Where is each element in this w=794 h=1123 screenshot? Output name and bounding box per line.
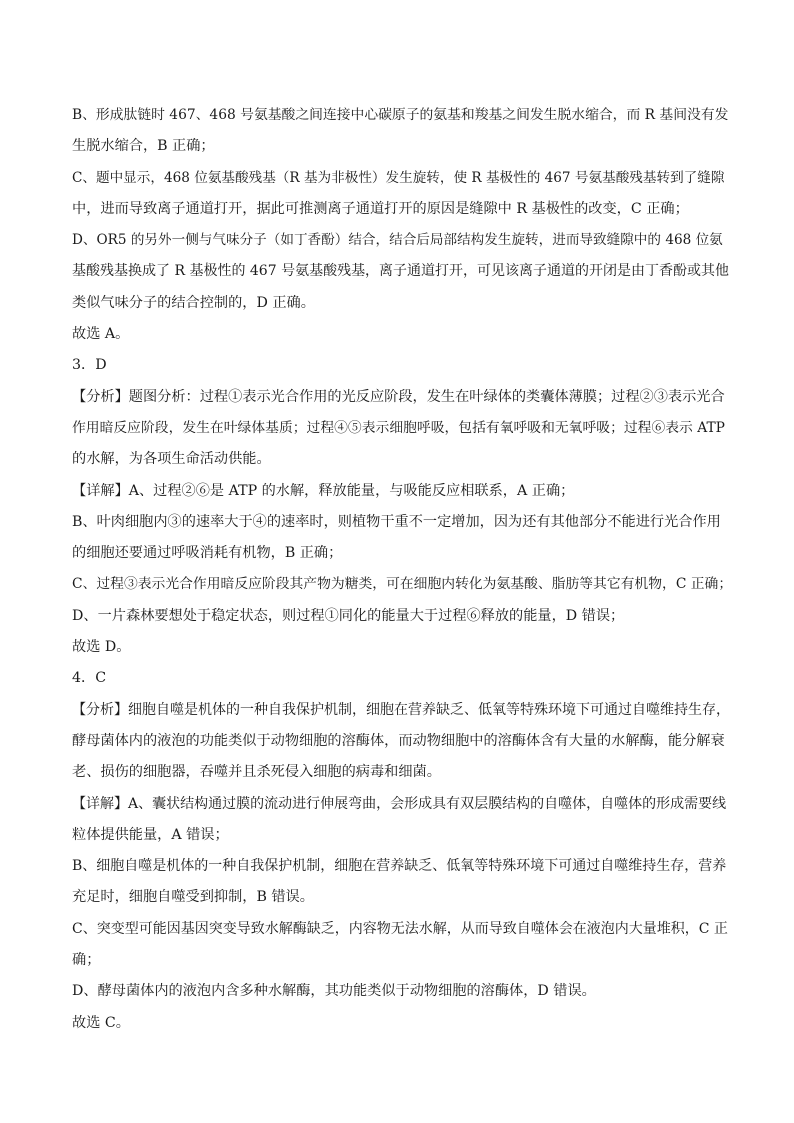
text-line: 中，进而导致离子通道打开，据此可推测离子通道打开的原因是缝隙中 R 基极性的改变，C 正确； bbox=[72, 200, 689, 217]
text-line: 粒体提供能量，A 错误； bbox=[72, 826, 229, 843]
text-line: B、叶肉细胞内③的速率大于④的速率时，则植物干重不一定增加，因为还有其他部分不能进行光合作用 bbox=[72, 513, 721, 530]
text-line: 【详解】A、过程②⑥是 ATP 的水解，释放能量，与吸能反应相联系，A 正确； bbox=[72, 482, 575, 499]
text-line: 【详解】A、囊状结构通过膜的流动进行伸展弯曲，会形成具有双层膜结构的自噬体，自噬体的形成需要线 bbox=[72, 795, 727, 812]
text-line: D、酵母菌体内的液泡内含多种水解酶，其功能类似于动物细胞的溶酶体，D 错误。 bbox=[72, 983, 596, 1000]
question-number: 4．C bbox=[72, 670, 107, 687]
question-number: 3．D bbox=[72, 357, 107, 374]
text-line: 生脱水缩合，B 正确； bbox=[72, 138, 215, 155]
text-line: D、一片森林要想处于稳定状态，则过程①同化的能量大于过程⑥释放的能量，D 错误； bbox=[72, 607, 625, 624]
text-line: 充足时，细胞自噬受到抑制，B 错误。 bbox=[72, 889, 314, 906]
text-line: 老、损伤的细胞器，吞噬并且杀死侵入细胞的病毒和细菌。 bbox=[72, 764, 441, 781]
text-line: 【分析】题图分析：过程①表示光合作用的光反应阶段，发生在叶绿体的类囊体薄膜；过程②③表示光合 bbox=[72, 388, 725, 405]
text-line: B、细胞自噬是机体的一种自我保护机制，细胞在营养缺乏、低氧等特殊环境下可通过自噬维持生存，营养 bbox=[72, 858, 727, 875]
text-line: 【分析】细胞自噬是机体的一种自我保护机制，细胞在营养缺乏、低氧等特殊环境下可通过自噬维持生存， bbox=[72, 701, 730, 718]
text-line: C、过程③表示光合作用暗反应阶段其产物为糖类，可在细胞内转化为氨基酸、脂肪等其它有机物，C 正确； bbox=[72, 576, 732, 593]
text-line: 确； bbox=[72, 952, 101, 969]
text-line: B、形成肽链时 467、468 号氨基酸之间连接中心碳原子的氨基和羧基之间发生脱水缩合，而 R 基间没有发 bbox=[72, 107, 729, 123]
text-line: 的细胞还要通过呼吸消耗有机物，B 正确； bbox=[72, 545, 343, 562]
text-line: 基酸残基换成了 R 基极性的 467 号氨基酸残基，离子通道打开，可见该离子通道的开闭是由丁香酚或其他 bbox=[72, 263, 730, 280]
text-line: 的水解，为各项生命活动供能。 bbox=[72, 451, 271, 468]
text-line: 作用暗反应阶段，发生在叶绿体基质；过程④⑤表示细胞呼吸，包括有氧呼吸和无氧呼吸；过程⑥表示 ATP bbox=[72, 419, 725, 436]
text-line: 故选 C。 bbox=[72, 1014, 130, 1031]
text-line: C、突变型可能因基因突变导致水解酶缺乏，内容物无法水解，从而导致自噬体会在液泡内大量堆积，C 正 bbox=[72, 920, 728, 937]
text-line: 酵母菌体内的液泡的功能类似于动物细胞的溶酶体，而动物细胞中的溶酶体含有大量的水解酶，能分解衰 bbox=[72, 732, 725, 749]
text-line: 故选 D。 bbox=[72, 639, 131, 656]
text-line: 故选 A。 bbox=[72, 326, 130, 343]
text-line: 类似气味分子的结合控制的，D 正确。 bbox=[72, 294, 315, 311]
text-line: C、题中显示，468 位氨基酸残基（R 基为非极性）发生旋转，使 R 基极性的 467 号氨基酸残基转到了缝隙 bbox=[72, 169, 725, 186]
text-line: D、OR5 的另外一侧与气味分子（如丁香酚）结合，结合后局部结构发生旋转，进而导致缝隙中的 468 位氨 bbox=[72, 232, 723, 249]
